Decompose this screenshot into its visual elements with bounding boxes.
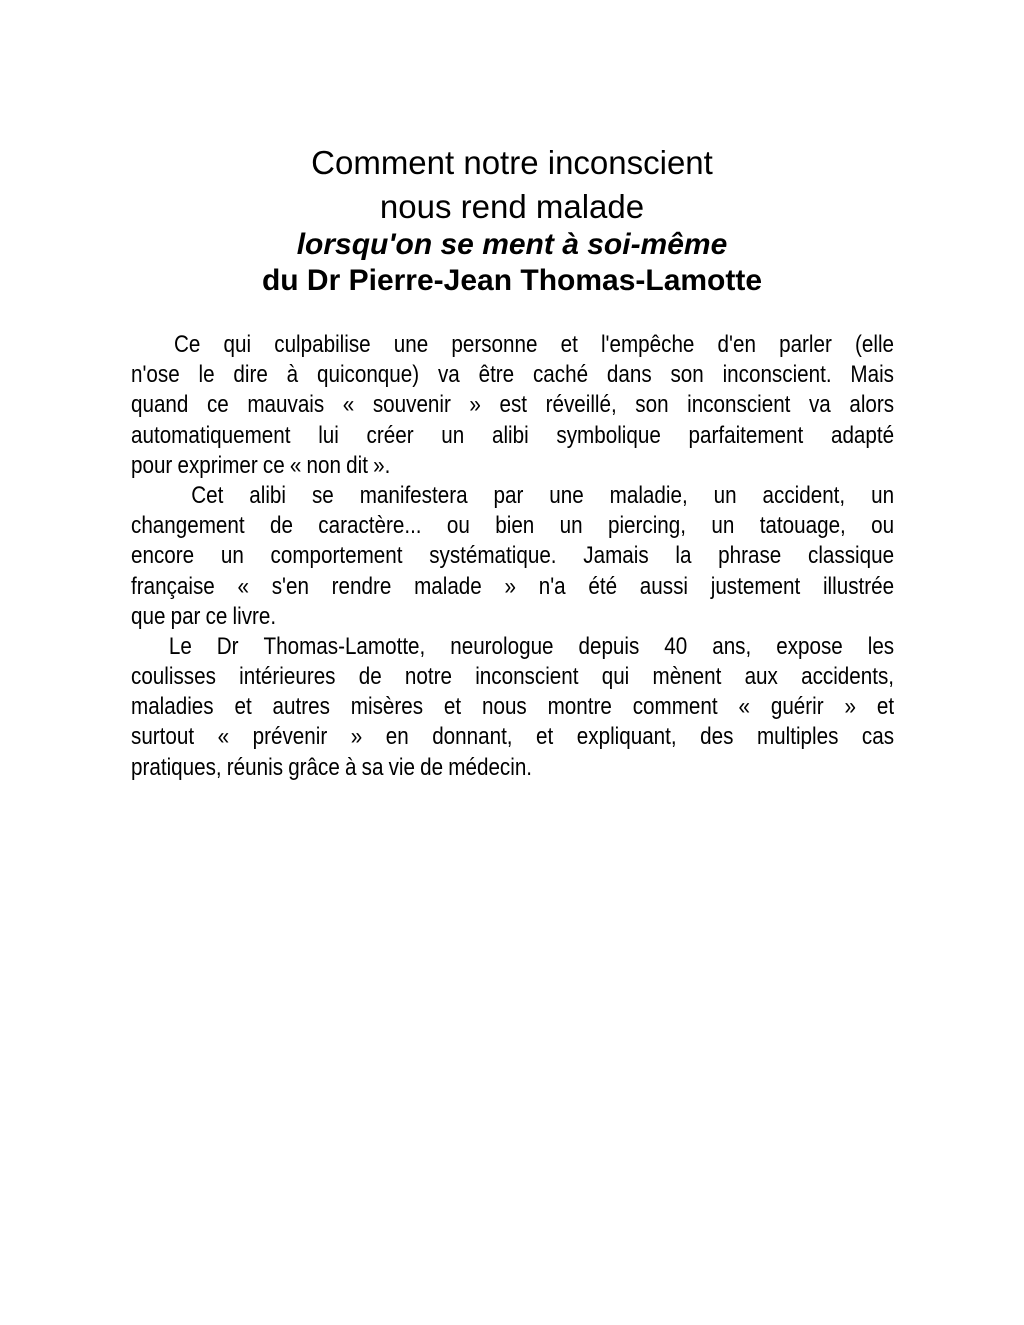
- text-line: Ce qui culpabilise une personne et l'empêche d'en parler (elle: [174, 331, 895, 358]
- text-line: automatiquement lui créer un alibi symbolique parfaitement adapté: [131, 421, 895, 449]
- body-text: [131, 330, 894, 783]
- text-line: Le Dr Thomas-Lamotte, neurologue depuis 40 ans, expose les: [168, 632, 895, 660]
- text-line: encore un comportement systématique. Jamais la phrase classique: [131, 542, 895, 570]
- text-line: coulisses intérieures de notre inconscient qui mènent aux accidents,: [131, 663, 895, 691]
- text-line: maladies et autres misères et nous montre comment « guérir » et: [131, 693, 895, 721]
- text-line: n'ose le dire à quiconque) va être caché dans son inconscient. Mais: [131, 361, 894, 389]
- text-line: quand ce mauvais « souvenir » est réveillé, son inconscient va alors: [131, 391, 895, 419]
- text-line: française « s'en rendre malade » n'a été aussi justement illustrée: [131, 572, 895, 600]
- title-line-1: Comment notre inconscient: [311, 144, 713, 181]
- document-title-block: [0, 142, 1024, 300]
- text-line: pratiques, réunis grâce à sa vie de médecin.: [131, 753, 533, 781]
- text-line: que par ce livre.: [131, 602, 277, 630]
- text-line: Cet alibi se manifestera par une maladie, un accident, un: [191, 481, 895, 509]
- text-line: surtout « prévenir » en donnant, et expliquant, des multiples cas: [131, 723, 895, 751]
- author-line: du Dr Pierre-Jean Thomas-Lamotte: [261, 264, 763, 297]
- text-line: changement de caractère... ou bien un piercing, un tatouage, ou: [131, 512, 895, 540]
- subtitle: lorsqu'on se ment à soi-même: [296, 228, 728, 261]
- paragraph: [131, 330, 894, 481]
- paragraph: [131, 632, 894, 783]
- paragraph: [131, 481, 894, 632]
- title-line-2: nous rend malade: [379, 188, 645, 225]
- text-line: pour exprimer ce « non dit ».: [131, 451, 391, 479]
